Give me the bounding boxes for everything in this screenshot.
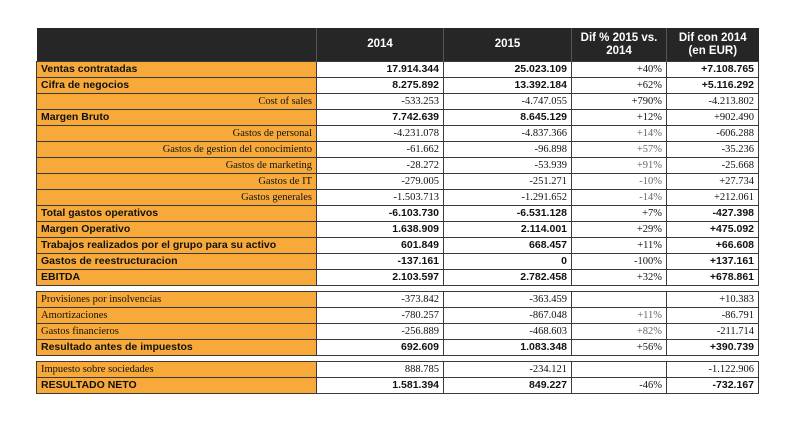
table-row xyxy=(37,62,759,78)
dif-pct: +14% xyxy=(572,126,667,142)
dif-eur: +5.116.292 xyxy=(667,78,759,94)
row-label: Gastos de gestion del conocimiento xyxy=(37,142,317,158)
value-2015: -468.603 xyxy=(444,324,572,340)
header-dif-eur-line2: (en EUR) xyxy=(688,44,738,57)
table-row xyxy=(37,126,759,142)
row-label: Amortizaciones xyxy=(37,308,317,324)
row-label: Ventas contratadas xyxy=(37,62,317,78)
dif-pct: -10% xyxy=(572,174,667,190)
value-2014: -1.503.713 xyxy=(317,190,444,206)
dif-eur: +7.108.765 xyxy=(667,62,759,78)
row-label: Total gastos operativos xyxy=(37,206,317,222)
dif-eur: -25.668 xyxy=(667,158,759,174)
value-2015: 0 xyxy=(444,254,572,270)
dif-pct: +11% xyxy=(572,238,667,254)
value-2015: -4.837.366 xyxy=(444,126,572,142)
value-2014: 7.742.639 xyxy=(317,110,444,126)
value-2014: 888.785 xyxy=(317,362,444,378)
row-label: Gastos de reestructuracion xyxy=(37,254,317,270)
table-header-row xyxy=(37,28,759,62)
header-dif-eur xyxy=(667,28,759,62)
value-2014: 1.581.394 xyxy=(317,378,444,394)
value-2015: -234.121 xyxy=(444,362,572,378)
table-row xyxy=(37,94,759,110)
value-2014: -61.662 xyxy=(317,142,444,158)
value-2014: 8.275.892 xyxy=(317,78,444,94)
table-row xyxy=(37,190,759,206)
dif-eur: +66.608 xyxy=(667,238,759,254)
table-row xyxy=(37,222,759,238)
financial-table xyxy=(36,28,759,394)
table-row xyxy=(37,292,759,308)
value-2014: 2.103.597 xyxy=(317,270,444,286)
table-row xyxy=(37,270,759,286)
dif-eur: +137.161 xyxy=(667,254,759,270)
row-label: Cost of sales xyxy=(37,94,317,110)
value-2014: 692.609 xyxy=(317,340,444,356)
header-dif-pct xyxy=(572,28,667,62)
dif-pct: +40% xyxy=(572,62,667,78)
dif-pct: -46% xyxy=(572,378,667,394)
value-2014: -533.253 xyxy=(317,94,444,110)
dif-eur: +10.383 xyxy=(667,292,759,308)
table-row xyxy=(37,340,759,356)
dif-pct xyxy=(572,292,667,308)
value-2015: 25.023.109 xyxy=(444,62,572,78)
row-label: Gastos generales xyxy=(37,190,317,206)
dif-eur: +475.092 xyxy=(667,222,759,238)
table-row xyxy=(37,324,759,340)
header-2014: 2014 xyxy=(317,28,444,62)
value-2015: -6.531.128 xyxy=(444,206,572,222)
row-label: Margen Bruto xyxy=(37,110,317,126)
value-2014: -137.161 xyxy=(317,254,444,270)
header-dif-pct-line1: Dif % 2015 vs. xyxy=(580,31,658,44)
row-label: Cifra de negocios xyxy=(37,78,317,94)
dif-pct: -14% xyxy=(572,190,667,206)
dif-eur: +902.490 xyxy=(667,110,759,126)
value-2015: -53.939 xyxy=(444,158,572,174)
dif-eur: -1.122.906 xyxy=(667,362,759,378)
value-2015: 8.645.129 xyxy=(444,110,572,126)
value-2015: -1.291.652 xyxy=(444,190,572,206)
table-row xyxy=(37,378,759,394)
row-label: Gastos financieros xyxy=(37,324,317,340)
row-label: Gastos de personal xyxy=(37,126,317,142)
header-dif-pct-line2: 2014 xyxy=(606,44,632,57)
value-2015: 1.083.348 xyxy=(444,340,572,356)
row-label: Trabajos realizados por el grupo para su activo xyxy=(37,238,317,254)
row-label: RESULTADO NETO xyxy=(37,378,317,394)
dif-pct: -100% xyxy=(572,254,667,270)
dif-pct: +91% xyxy=(572,158,667,174)
table-row xyxy=(37,254,759,270)
value-2014: -6.103.730 xyxy=(317,206,444,222)
table-row xyxy=(37,174,759,190)
dif-eur: +27.734 xyxy=(667,174,759,190)
value-2014: 601.849 xyxy=(317,238,444,254)
table-row xyxy=(37,110,759,126)
dif-eur: +390.739 xyxy=(667,340,759,356)
dif-eur: -86.791 xyxy=(667,308,759,324)
row-label: Gastos de marketing xyxy=(37,158,317,174)
dif-pct: +7% xyxy=(572,206,667,222)
value-2015: 2.114.001 xyxy=(444,222,572,238)
dif-eur: +212.061 xyxy=(667,190,759,206)
value-2015: 2.782.458 xyxy=(444,270,572,286)
row-label: Impuesto sobre sociedades xyxy=(37,362,317,378)
value-2014: 1.638.909 xyxy=(317,222,444,238)
table-row xyxy=(37,308,759,324)
dif-pct: +29% xyxy=(572,222,667,238)
dif-pct: +56% xyxy=(572,340,667,356)
value-2014: 17.914.344 xyxy=(317,62,444,78)
row-label: EBITDA xyxy=(37,270,317,286)
value-2014: -373.842 xyxy=(317,292,444,308)
dif-eur: -35.236 xyxy=(667,142,759,158)
value-2015: 668.457 xyxy=(444,238,572,254)
header-blank-cell xyxy=(37,28,317,62)
dif-eur: -211.714 xyxy=(667,324,759,340)
value-2015: -96.898 xyxy=(444,142,572,158)
dif-eur: +678.861 xyxy=(667,270,759,286)
row-label: Provisiones por insolvencias xyxy=(37,292,317,308)
table-row xyxy=(37,362,759,378)
header-dif-eur-line1: Dif con 2014 xyxy=(678,31,747,44)
value-2014: -28.272 xyxy=(317,158,444,174)
value-2015: -4.747.055 xyxy=(444,94,572,110)
row-label: Resultado antes de impuestos xyxy=(37,340,317,356)
value-2015: -363.459 xyxy=(444,292,572,308)
value-2014: -256.889 xyxy=(317,324,444,340)
table-row xyxy=(37,158,759,174)
value-2014: -4.231.078 xyxy=(317,126,444,142)
value-2015: -251.271 xyxy=(444,174,572,190)
dif-pct: +82% xyxy=(572,324,667,340)
dif-pct: +57% xyxy=(572,142,667,158)
dif-pct: +32% xyxy=(572,270,667,286)
value-2015: 849.227 xyxy=(444,378,572,394)
header-2015: 2015 xyxy=(444,28,572,62)
table-row xyxy=(37,78,759,94)
dif-eur: -427.398 xyxy=(667,206,759,222)
row-label: Margen Operativo xyxy=(37,222,317,238)
value-2014: -780.257 xyxy=(317,308,444,324)
value-2015: 13.392.184 xyxy=(444,78,572,94)
dif-eur: -4.213.802 xyxy=(667,94,759,110)
dif-pct xyxy=(572,362,667,378)
financial-table-container xyxy=(36,28,758,394)
row-label: Gastos de IT xyxy=(37,174,317,190)
table-row xyxy=(37,142,759,158)
dif-pct: +790% xyxy=(572,94,667,110)
value-2014: -279.005 xyxy=(317,174,444,190)
value-2015: -867.048 xyxy=(444,308,572,324)
table-row xyxy=(37,206,759,222)
dif-pct: +62% xyxy=(572,78,667,94)
dif-eur: -606.288 xyxy=(667,126,759,142)
table-row xyxy=(37,238,759,254)
dif-pct: +12% xyxy=(572,110,667,126)
dif-pct: +11% xyxy=(572,308,667,324)
dif-eur: -732.167 xyxy=(667,378,759,394)
